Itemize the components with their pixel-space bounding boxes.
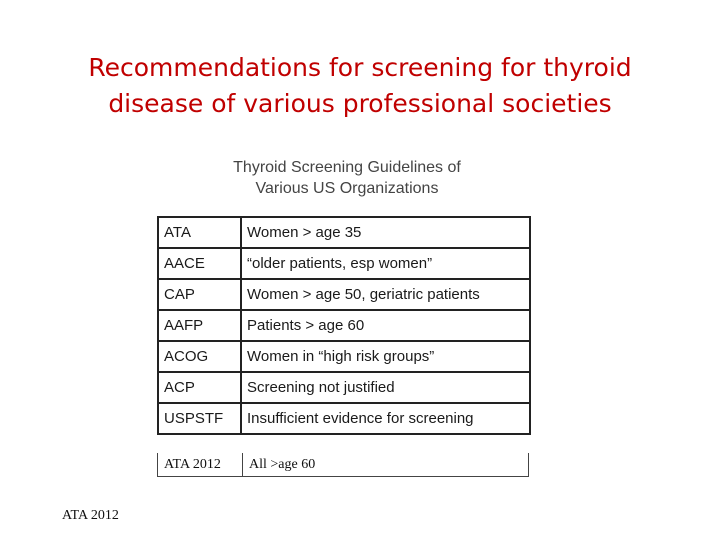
table-row [158,372,530,403]
organization-cell: USPSTF [158,403,241,434]
table-caption [218,157,476,199]
slide-title [60,50,660,122]
slide-title-line-2: disease of various professional societies [108,89,612,118]
recommendation-cell: Screening not justified [241,372,530,403]
table-row [158,248,530,279]
organization-cell: ATA [158,217,241,248]
organization-cell: ACOG [158,341,241,372]
organization-cell: AACE [158,248,241,279]
recommendation-cell: “older patients, esp women” [241,248,530,279]
table-row [158,279,530,310]
ata-2012-organization-cell: ATA 2012 [158,453,243,476]
table-row [158,217,530,248]
table-row [158,310,530,341]
ata-2012-row [157,453,529,477]
source-label: ATA 2012 [62,508,119,523]
organization-cell: CAP [158,279,241,310]
ata-2012-recommendation-cell: All >age 60 [249,456,316,472]
table-caption-line-2: Various US Organizations [255,180,439,197]
organization-cell: ACP [158,372,241,403]
table-caption-line-1: Thyroid Screening Guidelines of [233,159,461,176]
table-row [158,403,530,434]
recommendation-cell: Women > age 35 [241,217,530,248]
guidelines-table [157,216,531,435]
recommendation-cell: Patients > age 60 [241,310,530,341]
organization-cell: AAFP [158,310,241,341]
recommendation-cell: Insufficient evidence for screening [241,403,530,434]
recommendation-cell: Women > age 50, geriatric patients [241,279,530,310]
slide-title-line-1: Recommendations for screening for thyroid [88,53,632,82]
table-row [158,341,530,372]
recommendation-cell: Women in “high risk groups” [241,341,530,372]
